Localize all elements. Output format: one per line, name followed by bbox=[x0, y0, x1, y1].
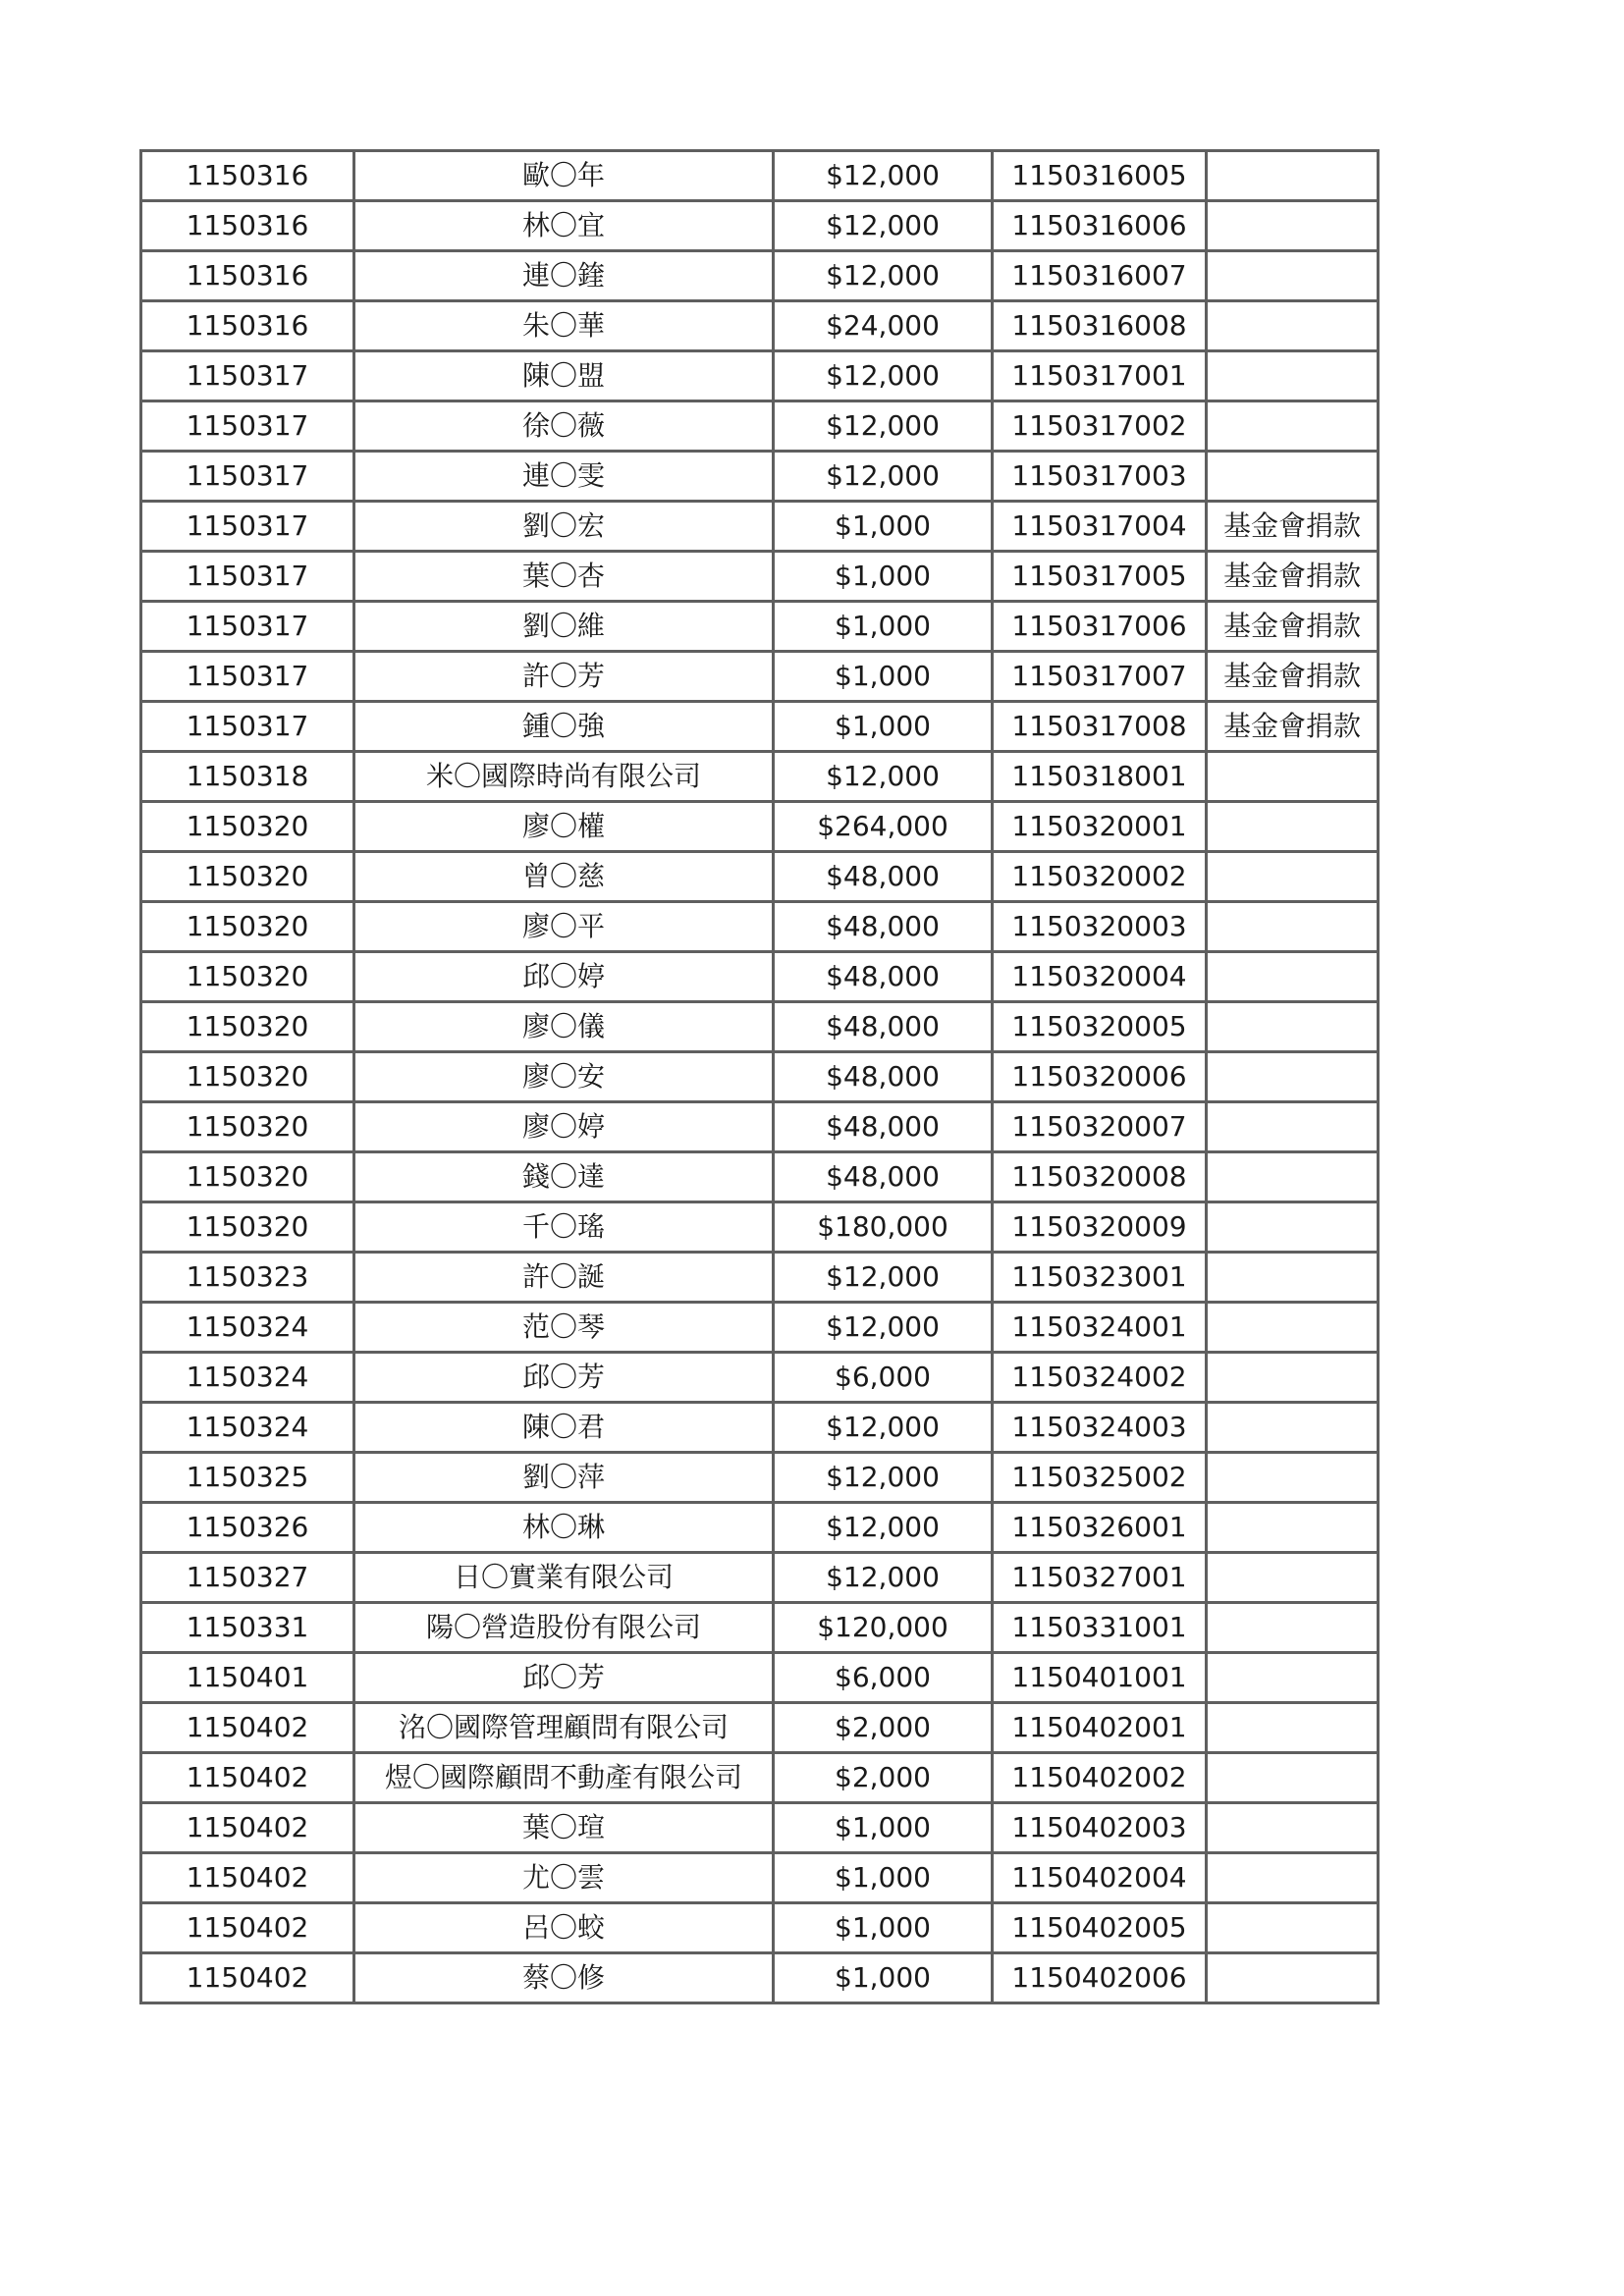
donor-name-cell: 連〇雯 bbox=[354, 452, 774, 502]
receipt-number-cell: 1150317003 bbox=[993, 452, 1207, 502]
table-row bbox=[141, 1253, 1379, 1303]
table-row bbox=[141, 1453, 1379, 1503]
receipt-number-cell: 1150324003 bbox=[993, 1403, 1207, 1453]
amount-cell: $12,000 bbox=[774, 201, 993, 251]
date-cell: 1150325 bbox=[141, 1453, 354, 1503]
donor-name-cell: 廖〇權 bbox=[354, 802, 774, 852]
receipt-number-cell: 1150317004 bbox=[993, 502, 1207, 552]
date-cell: 1150316 bbox=[141, 301, 354, 351]
amount-cell: $48,000 bbox=[774, 1052, 993, 1102]
note-cell bbox=[1207, 1403, 1379, 1453]
date-cell: 1150317 bbox=[141, 351, 354, 401]
donor-name-cell: 陳〇君 bbox=[354, 1403, 774, 1453]
table-row bbox=[141, 401, 1379, 452]
receipt-number-cell: 1150317007 bbox=[993, 652, 1207, 702]
note-cell bbox=[1207, 1152, 1379, 1202]
donor-name-cell: 廖〇儀 bbox=[354, 1002, 774, 1052]
amount-cell: $2,000 bbox=[774, 1703, 993, 1753]
amount-cell: $12,000 bbox=[774, 1503, 993, 1553]
table-row bbox=[141, 802, 1379, 852]
receipt-number-cell: 1150318001 bbox=[993, 752, 1207, 802]
date-cell: 1150401 bbox=[141, 1653, 354, 1703]
amount-cell: $12,000 bbox=[774, 1253, 993, 1303]
receipt-number-cell: 1150331001 bbox=[993, 1603, 1207, 1653]
note-cell bbox=[1207, 201, 1379, 251]
donor-name-cell: 日〇實業有限公司 bbox=[354, 1553, 774, 1603]
receipt-number-cell: 1150320002 bbox=[993, 852, 1207, 902]
amount-cell: $48,000 bbox=[774, 1102, 993, 1152]
note-cell bbox=[1207, 1753, 1379, 1803]
date-cell: 1150320 bbox=[141, 902, 354, 952]
receipt-number-cell: 1150317002 bbox=[993, 401, 1207, 452]
receipt-number-cell: 1150324002 bbox=[993, 1353, 1207, 1403]
table-row bbox=[141, 652, 1379, 702]
amount-cell: $48,000 bbox=[774, 1152, 993, 1202]
donor-name-cell: 陳〇盟 bbox=[354, 351, 774, 401]
date-cell: 1150402 bbox=[141, 1753, 354, 1803]
amount-cell: $12,000 bbox=[774, 1303, 993, 1353]
date-cell: 1150318 bbox=[141, 752, 354, 802]
note-cell: 基金會捐款 bbox=[1207, 552, 1379, 602]
donor-name-cell: 許〇芳 bbox=[354, 652, 774, 702]
date-cell: 1150327 bbox=[141, 1553, 354, 1603]
date-cell: 1150402 bbox=[141, 1903, 354, 1953]
note-cell bbox=[1207, 1002, 1379, 1052]
amount-cell: $48,000 bbox=[774, 902, 993, 952]
date-cell: 1150323 bbox=[141, 1253, 354, 1303]
receipt-number-cell: 1150317001 bbox=[993, 351, 1207, 401]
table-row bbox=[141, 852, 1379, 902]
table-row bbox=[141, 702, 1379, 752]
date-cell: 1150316 bbox=[141, 151, 354, 201]
table-row bbox=[141, 1002, 1379, 1052]
date-cell: 1150402 bbox=[141, 1853, 354, 1903]
donation-ledger-table bbox=[139, 149, 1380, 2004]
date-cell: 1150316 bbox=[141, 251, 354, 301]
date-cell: 1150331 bbox=[141, 1603, 354, 1653]
table-row bbox=[141, 1102, 1379, 1152]
table-row bbox=[141, 201, 1379, 251]
donor-name-cell: 徐〇薇 bbox=[354, 401, 774, 452]
table-row bbox=[141, 1353, 1379, 1403]
table-row bbox=[141, 1903, 1379, 1953]
ledger-body bbox=[141, 151, 1379, 2003]
note-cell bbox=[1207, 401, 1379, 452]
note-cell bbox=[1207, 351, 1379, 401]
table-row bbox=[141, 151, 1379, 201]
note-cell bbox=[1207, 802, 1379, 852]
amount-cell: $1,000 bbox=[774, 602, 993, 652]
donor-name-cell: 廖〇婷 bbox=[354, 1102, 774, 1152]
date-cell: 1150326 bbox=[141, 1503, 354, 1553]
table-row bbox=[141, 1152, 1379, 1202]
receipt-number-cell: 1150402005 bbox=[993, 1903, 1207, 1953]
note-cell bbox=[1207, 1503, 1379, 1553]
date-cell: 1150317 bbox=[141, 452, 354, 502]
receipt-number-cell: 1150320007 bbox=[993, 1102, 1207, 1152]
date-cell: 1150320 bbox=[141, 952, 354, 1002]
note-cell bbox=[1207, 1953, 1379, 2003]
table-row bbox=[141, 1753, 1379, 1803]
amount-cell: $12,000 bbox=[774, 1553, 993, 1603]
receipt-number-cell: 1150320008 bbox=[993, 1152, 1207, 1202]
donor-name-cell: 范〇琴 bbox=[354, 1303, 774, 1353]
note-cell: 基金會捐款 bbox=[1207, 652, 1379, 702]
note-cell bbox=[1207, 1553, 1379, 1603]
donor-name-cell: 廖〇平 bbox=[354, 902, 774, 952]
receipt-number-cell: 1150320005 bbox=[993, 1002, 1207, 1052]
table-row bbox=[141, 902, 1379, 952]
table-row bbox=[141, 752, 1379, 802]
date-cell: 1150320 bbox=[141, 852, 354, 902]
table-row bbox=[141, 1603, 1379, 1653]
amount-cell: $12,000 bbox=[774, 351, 993, 401]
donor-name-cell: 許〇誕 bbox=[354, 1253, 774, 1303]
donor-name-cell: 林〇琳 bbox=[354, 1503, 774, 1553]
receipt-number-cell: 1150402001 bbox=[993, 1703, 1207, 1753]
date-cell: 1150320 bbox=[141, 802, 354, 852]
note-cell bbox=[1207, 902, 1379, 952]
donor-name-cell: 劉〇萍 bbox=[354, 1453, 774, 1503]
note-cell bbox=[1207, 452, 1379, 502]
note-cell bbox=[1207, 1853, 1379, 1903]
note-cell bbox=[1207, 1052, 1379, 1102]
receipt-number-cell: 1150326001 bbox=[993, 1503, 1207, 1553]
receipt-number-cell: 1150317006 bbox=[993, 602, 1207, 652]
table-row bbox=[141, 1803, 1379, 1853]
amount-cell: $1,000 bbox=[774, 1903, 993, 1953]
donor-name-cell: 廖〇安 bbox=[354, 1052, 774, 1102]
date-cell: 1150402 bbox=[141, 1803, 354, 1853]
receipt-number-cell: 1150320003 bbox=[993, 902, 1207, 952]
amount-cell: $48,000 bbox=[774, 1002, 993, 1052]
date-cell: 1150320 bbox=[141, 1002, 354, 1052]
amount-cell: $1,000 bbox=[774, 652, 993, 702]
table-row bbox=[141, 1953, 1379, 2003]
receipt-number-cell: 1150402006 bbox=[993, 1953, 1207, 2003]
table-row bbox=[141, 351, 1379, 401]
receipt-number-cell: 1150316006 bbox=[993, 201, 1207, 251]
donor-name-cell: 朱〇華 bbox=[354, 301, 774, 351]
date-cell: 1150320 bbox=[141, 1102, 354, 1152]
amount-cell: $12,000 bbox=[774, 251, 993, 301]
note-cell: 基金會捐款 bbox=[1207, 602, 1379, 652]
note-cell bbox=[1207, 1303, 1379, 1353]
receipt-number-cell: 1150324001 bbox=[993, 1303, 1207, 1353]
donor-name-cell: 曾〇慈 bbox=[354, 852, 774, 902]
receipt-number-cell: 1150320004 bbox=[993, 952, 1207, 1002]
table-row bbox=[141, 1703, 1379, 1753]
table-row bbox=[141, 1403, 1379, 1453]
note-cell bbox=[1207, 1353, 1379, 1403]
amount-cell: $1,000 bbox=[774, 702, 993, 752]
receipt-number-cell: 1150320001 bbox=[993, 802, 1207, 852]
note-cell bbox=[1207, 301, 1379, 351]
date-cell: 1150317 bbox=[141, 652, 354, 702]
note-cell bbox=[1207, 1703, 1379, 1753]
amount-cell: $12,000 bbox=[774, 752, 993, 802]
table-row bbox=[141, 1303, 1379, 1353]
table-row bbox=[141, 251, 1379, 301]
date-cell: 1150316 bbox=[141, 201, 354, 251]
date-cell: 1150324 bbox=[141, 1403, 354, 1453]
date-cell: 1150317 bbox=[141, 552, 354, 602]
date-cell: 1150317 bbox=[141, 602, 354, 652]
donor-name-cell: 邱〇婷 bbox=[354, 952, 774, 1002]
receipt-number-cell: 1150317008 bbox=[993, 702, 1207, 752]
donor-name-cell: 林〇宜 bbox=[354, 201, 774, 251]
date-cell: 1150324 bbox=[141, 1303, 354, 1353]
receipt-number-cell: 1150320006 bbox=[993, 1052, 1207, 1102]
receipt-number-cell: 1150316005 bbox=[993, 151, 1207, 201]
note-cell bbox=[1207, 1653, 1379, 1703]
receipt-number-cell: 1150323001 bbox=[993, 1253, 1207, 1303]
donor-name-cell: 煜〇國際顧問不動產有限公司 bbox=[354, 1753, 774, 1803]
donor-name-cell: 歐〇年 bbox=[354, 151, 774, 201]
amount-cell: $1,000 bbox=[774, 1803, 993, 1853]
donor-name-cell: 鍾〇強 bbox=[354, 702, 774, 752]
table-row bbox=[141, 502, 1379, 552]
note-cell bbox=[1207, 852, 1379, 902]
amount-cell: $1,000 bbox=[774, 552, 993, 602]
amount-cell: $1,000 bbox=[774, 1853, 993, 1903]
donor-name-cell: 千〇瑤 bbox=[354, 1202, 774, 1253]
receipt-number-cell: 1150402004 bbox=[993, 1853, 1207, 1903]
amount-cell: $12,000 bbox=[774, 1453, 993, 1503]
donor-name-cell: 劉〇宏 bbox=[354, 502, 774, 552]
donor-name-cell: 陽〇營造股份有限公司 bbox=[354, 1603, 774, 1653]
donor-name-cell: 邱〇芳 bbox=[354, 1653, 774, 1703]
date-cell: 1150324 bbox=[141, 1353, 354, 1403]
amount-cell: $12,000 bbox=[774, 1403, 993, 1453]
note-cell bbox=[1207, 1603, 1379, 1653]
table-row bbox=[141, 1653, 1379, 1703]
donor-name-cell: 洺〇國際管理顧問有限公司 bbox=[354, 1703, 774, 1753]
donor-name-cell: 錢〇達 bbox=[354, 1152, 774, 1202]
receipt-number-cell: 1150320009 bbox=[993, 1202, 1207, 1253]
date-cell: 1150402 bbox=[141, 1953, 354, 2003]
amount-cell: $120,000 bbox=[774, 1603, 993, 1653]
donor-name-cell: 劉〇維 bbox=[354, 602, 774, 652]
note-cell bbox=[1207, 1202, 1379, 1253]
donor-name-cell: 邱〇芳 bbox=[354, 1353, 774, 1403]
receipt-number-cell: 1150402003 bbox=[993, 1803, 1207, 1853]
receipt-number-cell: 1150316007 bbox=[993, 251, 1207, 301]
amount-cell: $2,000 bbox=[774, 1753, 993, 1803]
donor-name-cell: 蔡〇修 bbox=[354, 1953, 774, 2003]
note-cell bbox=[1207, 952, 1379, 1002]
table-row bbox=[141, 1853, 1379, 1903]
note-cell: 基金會捐款 bbox=[1207, 702, 1379, 752]
table-row bbox=[141, 452, 1379, 502]
date-cell: 1150320 bbox=[141, 1202, 354, 1253]
amount-cell: $12,000 bbox=[774, 452, 993, 502]
amount-cell: $48,000 bbox=[774, 852, 993, 902]
note-cell bbox=[1207, 1102, 1379, 1152]
date-cell: 1150402 bbox=[141, 1703, 354, 1753]
amount-cell: $6,000 bbox=[774, 1653, 993, 1703]
amount-cell: $12,000 bbox=[774, 151, 993, 201]
note-cell: 基金會捐款 bbox=[1207, 502, 1379, 552]
table-row bbox=[141, 1052, 1379, 1102]
amount-cell: $6,000 bbox=[774, 1353, 993, 1403]
donor-name-cell: 連〇鍷 bbox=[354, 251, 774, 301]
amount-cell: $24,000 bbox=[774, 301, 993, 351]
note-cell bbox=[1207, 1253, 1379, 1303]
table-row bbox=[141, 1503, 1379, 1553]
receipt-number-cell: 1150325002 bbox=[993, 1453, 1207, 1503]
date-cell: 1150320 bbox=[141, 1052, 354, 1102]
note-cell bbox=[1207, 1453, 1379, 1503]
amount-cell: $1,000 bbox=[774, 1953, 993, 2003]
donor-name-cell: 葉〇瑄 bbox=[354, 1803, 774, 1853]
donor-name-cell: 葉〇杏 bbox=[354, 552, 774, 602]
note-cell bbox=[1207, 151, 1379, 201]
amount-cell: $12,000 bbox=[774, 401, 993, 452]
receipt-number-cell: 1150402002 bbox=[993, 1753, 1207, 1803]
table-row bbox=[141, 1553, 1379, 1603]
amount-cell: $1,000 bbox=[774, 502, 993, 552]
receipt-number-cell: 1150317005 bbox=[993, 552, 1207, 602]
date-cell: 1150317 bbox=[141, 401, 354, 452]
amount-cell: $264,000 bbox=[774, 802, 993, 852]
receipt-number-cell: 1150401001 bbox=[993, 1653, 1207, 1703]
table-row bbox=[141, 552, 1379, 602]
receipt-number-cell: 1150327001 bbox=[993, 1553, 1207, 1603]
table-row bbox=[141, 1202, 1379, 1253]
date-cell: 1150317 bbox=[141, 702, 354, 752]
donor-name-cell: 呂〇蛟 bbox=[354, 1903, 774, 1953]
date-cell: 1150317 bbox=[141, 502, 354, 552]
table-row bbox=[141, 952, 1379, 1002]
donor-name-cell: 尤〇雲 bbox=[354, 1853, 774, 1903]
note-cell bbox=[1207, 1903, 1379, 1953]
receipt-number-cell: 1150316008 bbox=[993, 301, 1207, 351]
table-row bbox=[141, 301, 1379, 351]
amount-cell: $48,000 bbox=[774, 952, 993, 1002]
table-row bbox=[141, 602, 1379, 652]
donor-name-cell: 米〇國際時尚有限公司 bbox=[354, 752, 774, 802]
note-cell bbox=[1207, 752, 1379, 802]
amount-cell: $180,000 bbox=[774, 1202, 993, 1253]
date-cell: 1150320 bbox=[141, 1152, 354, 1202]
note-cell bbox=[1207, 1803, 1379, 1853]
note-cell bbox=[1207, 251, 1379, 301]
